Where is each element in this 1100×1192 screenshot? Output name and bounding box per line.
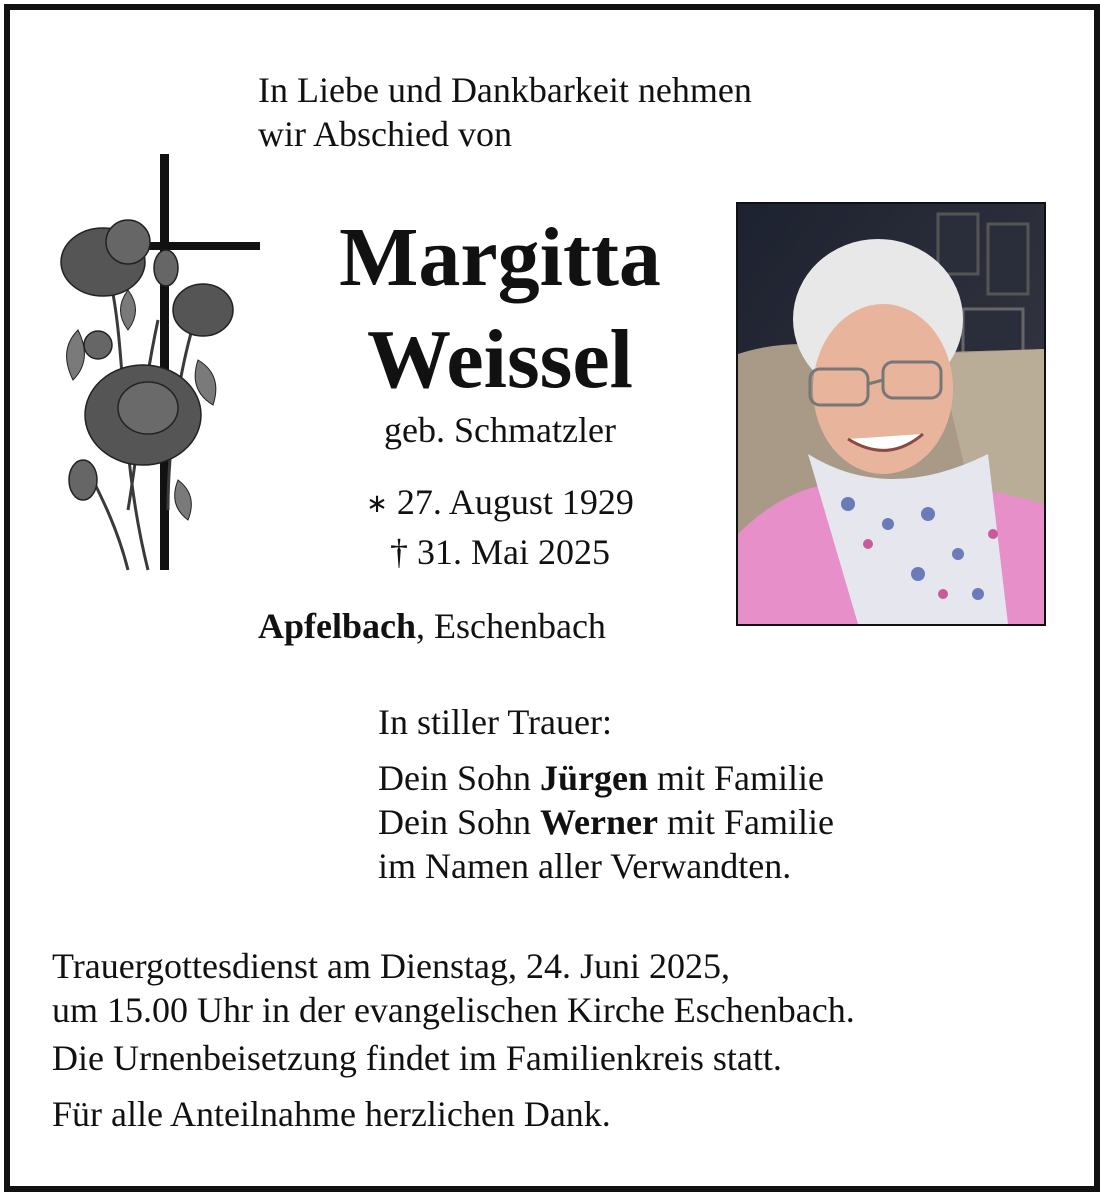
mourner-relation: Dein Sohn: [378, 802, 540, 842]
death-cross-icon: †: [390, 532, 408, 572]
intro-text: [258, 68, 752, 156]
mourner-row: [378, 756, 834, 800]
mourner-suffix: mit Familie: [648, 758, 824, 798]
life-dates: [300, 478, 700, 576]
portrait-photo: [736, 202, 1046, 626]
mourners-closing: im Namen aller Verwandten.: [378, 846, 792, 886]
mourners-list: [378, 756, 834, 888]
death-date: 31. Mai 2025: [417, 532, 610, 572]
last-name: Weissel: [367, 313, 633, 406]
mourner-relation: Dein Sohn: [378, 758, 540, 798]
service-info: [52, 944, 855, 1032]
mourner-row: [378, 800, 834, 844]
mourner-name: Werner: [540, 802, 658, 842]
thanks-text: Für alle Anteilnahme herzlichen Dank.: [52, 1094, 611, 1134]
first-name: Margitta: [339, 211, 661, 304]
urn-notice: Die Urnenbeisetzung findet im Familienkreis statt.: [52, 1038, 782, 1078]
birth-date: 27. August 1929: [396, 482, 634, 522]
birth-line: [300, 478, 700, 528]
residence-secondary: , Eschenbach: [416, 606, 606, 646]
cross-with-roses-icon: [48, 150, 268, 584]
residence: [258, 608, 606, 644]
intro-line-1: In Liebe und Dankbarkeit nehmen: [258, 70, 752, 110]
mourner-name: Jürgen: [540, 758, 648, 798]
mourning-heading: In stiller Trauer:: [378, 702, 612, 742]
birth-name: geb. Schmatzler: [384, 410, 616, 450]
mourner-suffix: mit Familie: [657, 802, 834, 842]
death-line: [300, 528, 700, 576]
birth-star-icon: ∗: [366, 489, 388, 519]
intro-line-2: wir Abschied von: [258, 114, 512, 154]
service-line-1: Trauergottesdienst am Dienstag, 24. Juni 2025,: [52, 946, 730, 986]
residence-primary: Apfelbach: [258, 606, 417, 646]
service-line-2: um 15.00 Uhr in der evangelischen Kirche Eschenbach.: [52, 990, 855, 1030]
